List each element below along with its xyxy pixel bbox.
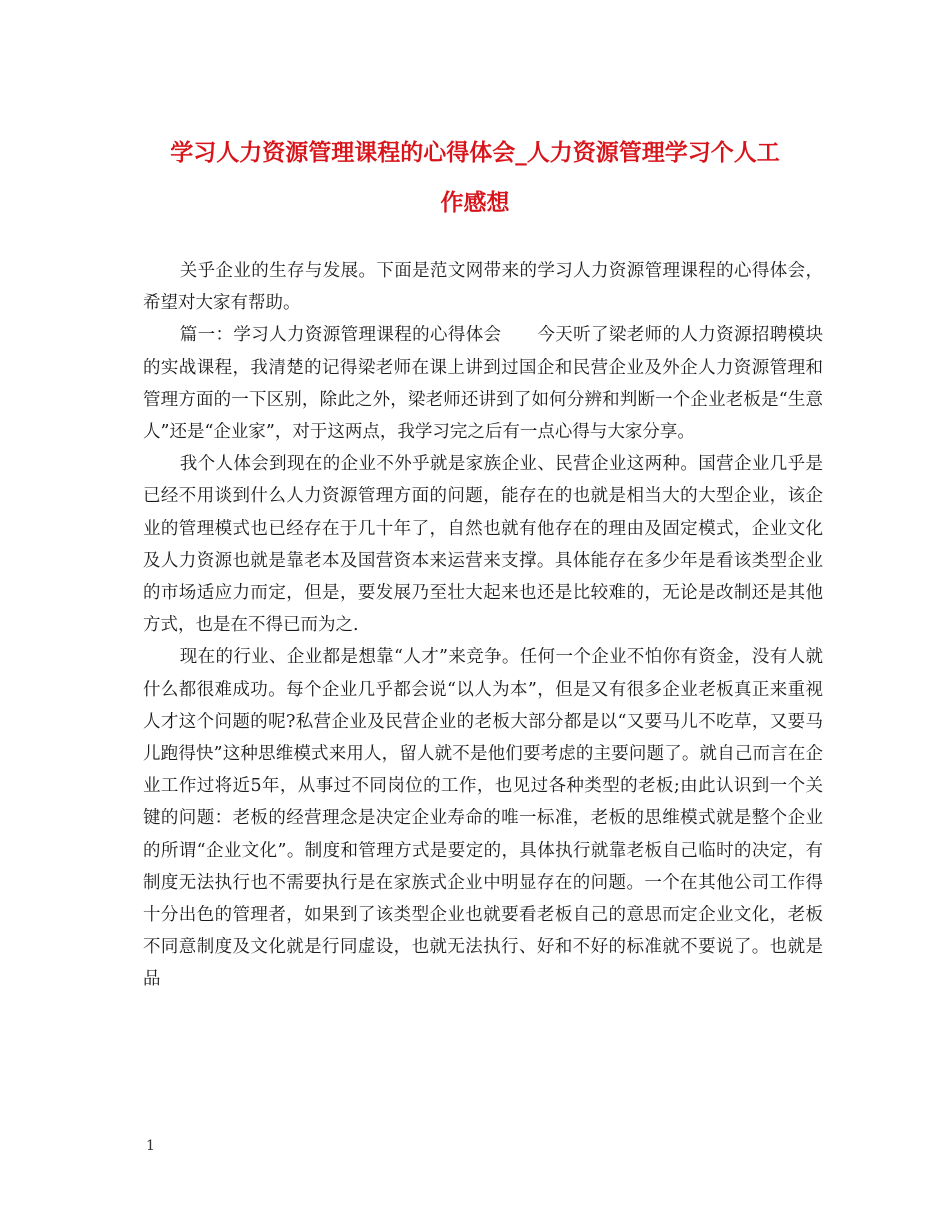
title-line-1: 学习人力资源管理课程的心得体会_人力资源管理学习个人工 (170, 140, 780, 166)
document-title (130, 128, 820, 228)
title-line-2: 作感想 (440, 190, 510, 216)
paragraph-talent: 现在的行业、企业都是想靠“人才”来竞争。任何一个企业不怕你有资金，没有人就什么都很难成功。每个企业几乎都会说“以人为本”，但是又有很多企业老板真正来重视人才这个问题的呢?私营企业及民营企业的老板大部分都是以“又要马儿不吃草，又要马儿跑得快”这种思维模式来用人，留人就不是他们要考虑的主要问题了。就自己而言在企业工作过将近5年，从事过不同岗位的工作，也见过各种类型的老板;由此认识到一个关键的问题：老板的经营理念是决定企业寿命的唯一标准，老板的思维模式就是整个企业的所谓“企业文化”。制度和管理方式是要定的，具体执行就靠老板自己临时的决定，有制度无法执行也不需要执行是在家族式企业中明显存在的问题。一个在其他公司工作得十分出色的管理者，如果到了该类型企业也就要看老板自己的意思而定企业文化，老板不同意制度及文化就是行同虚设，也就无法执行、好和不好的标准就不要说了。也就是品 (143, 647, 823, 990)
paragraph-part-one: 篇一：学习人力资源管理课程的心得体会 今天听了梁老师的人力资源招聘模块的实战课程，我清楚的记得梁老师在课上讲到过国企和民营企业及外企人力资源管理和管理方面的一下区别，除此之外，梁老师还讲到了如何分辨和判断一个企业老板是“生意人”还是“企业家”，对于这两点，我学习完之后有一点心得与大家分享。 (143, 325, 823, 443)
document-body (143, 255, 823, 996)
paragraph-enterprise-types: 我个人体会到现在的企业不外乎就是家族企业、民营企业这两种。国营企业几乎是已经不用谈到什么人力资源管理方面的问题，能存在的也就是相当大的大型企业，该企业的管理模式也已经存在于几十年了，自然也就有他存在的理由及固定模式，企业文化及人力资源也就是靠老本及国营资本来运营来支撑。具体能存在多少年是看该类型企业的市场适应力而定，但是，要发展乃至壮大起来也还是比较难的，无论是改制还是其他方式，也是在不得已而为之. (143, 454, 823, 636)
paragraph-intro: 关乎企业的生存与发展。下面是范文网带来的学习人力资源管理课程的心得体会，希望对大家有帮助。 (143, 261, 823, 314)
page-number: 1 (146, 1138, 155, 1154)
